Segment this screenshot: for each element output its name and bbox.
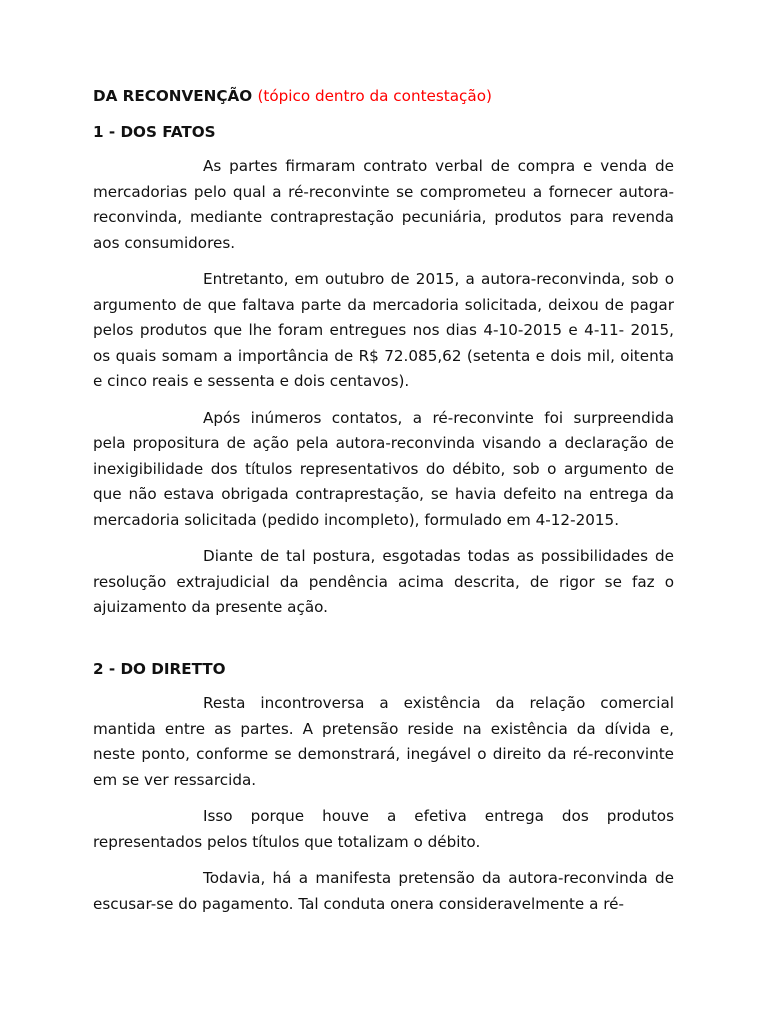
paragraph-fatos-4: Diante de tal postura, esgotadas todas as possibilidades de resolução extrajudicial da pendência acima descrita, de rigor se faz o ajuizamento da presente ação. [93, 547, 674, 616]
paragraph-fatos-1: As partes firmaram contrato verbal de compra e venda de mercadorias pelo qual a ré-reconvinte se comprometeu a fornecer autora-reconvinda, mediante contraprestação pecuniária, produtos para revenda aos consumidores. [93, 157, 674, 252]
paragraph-direito-2: Isso porque houve a efetiva entrega dos produtos representados pelos títulos que totalizam o débito. [93, 807, 674, 851]
document-title [93, 84, 674, 110]
paragraph-direito-1: Resta incontroversa a existência da relação comercial mantida entre as partes. A pretensão reside na existência da dívida e, neste ponto, conforme se demonstrará, inegável o direito da ré-reconvinte em se ver ressarcida. [93, 694, 674, 789]
paragraph-fatos-3: Após inúmeros contatos, a ré-reconvinte foi surpreendida pela propositura de ação pela autora-reconvinda visando a declaração de inexigibilidade dos títulos representativos do débito, sob o argumento de que não estava obrigada contraprestação, se havia defeito na entrega da mercadoria solicitada (pedido incompleto), formulado em 4-12-2015. [93, 408, 674, 529]
title-note: (tópico dentro da contestação) [257, 87, 492, 105]
title-text: DA RECONVENÇÃO [93, 87, 253, 105]
paragraph-fatos-2: Entretanto, em outubro de 2015, a autora-reconvinda, sob o argumento de que faltava parte da mercadoria solicitada, deixou de pagar pelos produtos que lhe foram entregues nos dias 4-10-2015 e 4-11- 2015, os quais somam a importância de R$ 72.085,62 (setenta e dois mil, oitenta e cinco reais e sessenta e dois centavos). [93, 270, 674, 390]
document-body [93, 84, 674, 928]
section-heading-fatos: 1 - DOS FATOS [93, 122, 216, 141]
paragraph-direito-3: Todavia, há a manifesta pretensão da autora-reconvinda de escusar-se do pagamento. Tal conduta onera consideravelmente a ré- [93, 869, 674, 913]
section-heading-direito: 2 - DO DIRETTO [93, 659, 226, 678]
